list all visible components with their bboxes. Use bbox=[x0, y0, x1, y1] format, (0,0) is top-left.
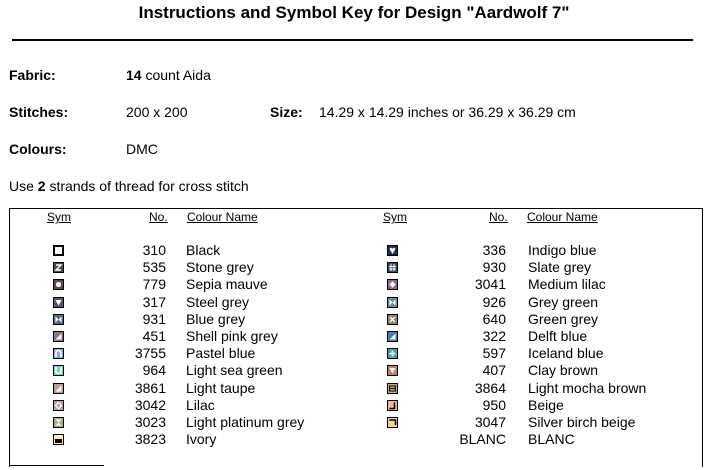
colour-name: Iceland blue bbox=[528, 345, 604, 362]
colour-number: 407 bbox=[482, 362, 506, 379]
colour-number: 451 bbox=[142, 328, 166, 344]
hash-icon bbox=[387, 262, 398, 273]
triangle-down-icon bbox=[387, 365, 398, 376]
plus-icon bbox=[387, 348, 398, 359]
z-letter-icon bbox=[53, 262, 64, 273]
colour-name: Stone grey bbox=[186, 259, 254, 276]
colour-number: 336 bbox=[482, 242, 506, 258]
colour-name: Light taupe bbox=[186, 379, 256, 396]
half-bar-icon bbox=[53, 434, 64, 445]
hourglass-icon bbox=[53, 417, 64, 428]
colour-number: 3023 bbox=[134, 414, 166, 430]
diagonal-triangle-icon bbox=[387, 331, 398, 342]
fabric-count: 14 bbox=[126, 67, 142, 83]
colour-name: Sepia mauve bbox=[186, 276, 268, 293]
x-cross-icon bbox=[387, 314, 398, 325]
diagonal-triangle-icon bbox=[53, 331, 64, 342]
colour-number: BLANC bbox=[459, 431, 506, 448]
header-no-left: No. bbox=[149, 210, 168, 224]
size-label: Size: bbox=[270, 104, 303, 120]
header-name-left: Colour Name bbox=[187, 210, 258, 224]
colour-number: 3864 bbox=[474, 379, 506, 396]
colour-number: 964 bbox=[142, 362, 166, 379]
diagonal-triangle-icon bbox=[53, 383, 64, 394]
colour-number: 931 bbox=[142, 310, 166, 327]
header-name-right: Colour Name bbox=[527, 210, 598, 224]
bowtie-icon bbox=[387, 297, 398, 308]
colour-name: Pastel blue bbox=[186, 345, 256, 362]
colour-name: Ivory bbox=[186, 431, 217, 448]
colour-name: Blue grey bbox=[186, 310, 246, 327]
colour-number: 3047 bbox=[474, 414, 506, 430]
colour-number: 3041 bbox=[474, 276, 506, 293]
colour-name: Medium lilac bbox=[528, 276, 606, 293]
colour-name: Lilac bbox=[186, 396, 215, 413]
colour-name: Grey green bbox=[528, 293, 599, 310]
colour-number: 535 bbox=[142, 259, 166, 276]
colour-number: 3823 bbox=[134, 431, 166, 448]
colour-name: BLANC bbox=[528, 431, 575, 448]
header-sym-right: Sym bbox=[383, 210, 407, 224]
size-value: 14.29 x 14.29 inches or 36.29 x 36.29 cm bbox=[319, 104, 576, 120]
heart-icon bbox=[387, 245, 398, 256]
colour-name: Light sea green bbox=[186, 362, 283, 379]
fabric-label: Fabric: bbox=[9, 67, 56, 83]
colour-name: Indigo blue bbox=[528, 242, 597, 258]
diamond-icon bbox=[387, 279, 398, 290]
stitches-value: 200 x 200 bbox=[126, 104, 188, 120]
corner-rev-l-icon bbox=[387, 417, 398, 428]
u-shape-icon bbox=[53, 365, 64, 376]
colour-name: Steel grey bbox=[186, 293, 250, 310]
fabric-text: count Aida bbox=[141, 67, 211, 83]
colour-name: Delft blue bbox=[528, 328, 588, 344]
colour-name: Green grey bbox=[528, 310, 599, 327]
header-no-right: No. bbox=[489, 210, 508, 224]
colour-number: 950 bbox=[482, 396, 506, 413]
arch-icon bbox=[53, 348, 64, 359]
colour-name: Light mocha brown bbox=[528, 379, 647, 396]
circle-icon bbox=[53, 279, 64, 290]
stitches-label: Stitches: bbox=[9, 104, 69, 120]
page-title: Instructions and Symbol Key for Design "Aardwolf 7" bbox=[138, 3, 570, 22]
colour-number: 322 bbox=[482, 328, 506, 344]
colour-name: Beige bbox=[528, 396, 564, 413]
fabric-value bbox=[126, 67, 211, 83]
colours-label: Colours: bbox=[9, 141, 67, 157]
colour-name: Clay brown bbox=[528, 362, 599, 379]
header-sym-left: Sym bbox=[47, 210, 71, 224]
small-diamond-icon bbox=[53, 400, 64, 411]
colour-name: Shell pink grey bbox=[186, 328, 278, 344]
strands-count: 2 bbox=[37, 178, 46, 194]
colour-number: 3042 bbox=[134, 396, 166, 413]
colour-number: 310 bbox=[142, 242, 166, 258]
colour-name: Slate grey bbox=[528, 259, 592, 276]
blank-icon bbox=[387, 434, 398, 445]
colour-number: 779 bbox=[142, 276, 166, 293]
colour-number: 597 bbox=[482, 345, 506, 362]
colour-number: 926 bbox=[482, 293, 506, 310]
colour-name: Light platinum grey bbox=[186, 414, 305, 430]
strands-post: strands of thread for cross stitch bbox=[45, 178, 249, 194]
table-bottom-line bbox=[9, 465, 104, 466]
hollow-square-icon bbox=[53, 245, 64, 256]
strands-instruction bbox=[9, 178, 249, 194]
colour-name: Silver birch beige bbox=[528, 414, 636, 430]
colour-number: 930 bbox=[482, 259, 506, 276]
colour-number: 3755 bbox=[134, 345, 166, 362]
colour-number: 317 bbox=[142, 293, 166, 310]
colours-value: DMC bbox=[126, 141, 158, 157]
bowtie-icon bbox=[53, 314, 64, 325]
title-divider bbox=[12, 39, 693, 41]
colour-number: 3861 bbox=[134, 379, 166, 396]
strands-pre: Use bbox=[9, 178, 38, 194]
corner-l-icon bbox=[387, 400, 398, 411]
colour-number: 640 bbox=[482, 310, 506, 327]
triangle-down-icon bbox=[53, 297, 64, 308]
colour-name: Black bbox=[186, 242, 221, 258]
square-bar-icon bbox=[387, 383, 398, 394]
